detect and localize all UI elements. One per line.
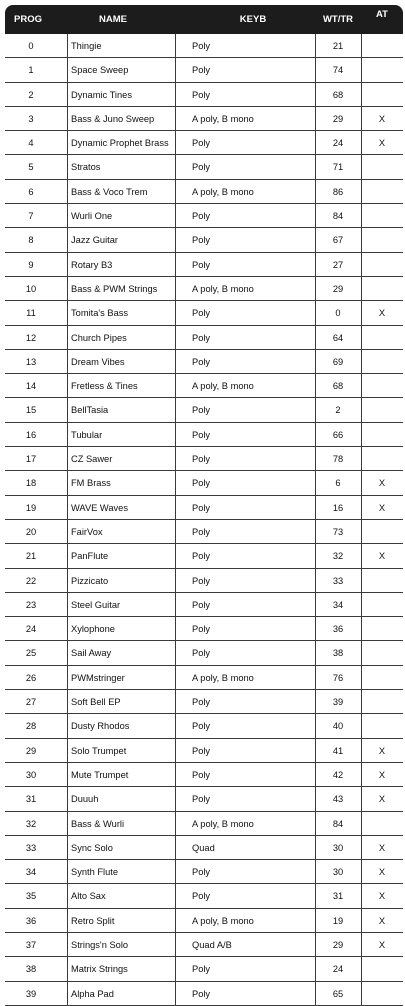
cell-name: Dream Vibes [71, 356, 125, 367]
cell-at [361, 253, 403, 277]
cell-wt-tr: 38 [332, 648, 344, 659]
cell-wt-tr: 69 [332, 356, 344, 367]
cell-name: FM Brass [71, 478, 111, 489]
cell-at [361, 447, 403, 471]
cell-name: Tomita's Bass [71, 308, 129, 319]
cell-keyb: Quad A/B [192, 939, 232, 950]
cell-at [361, 982, 403, 1006]
cell-wt-tr: 39 [332, 697, 344, 708]
table-row [5, 155, 403, 179]
cell-name: Synth Flute [71, 867, 119, 878]
cell-keyb: Poly [192, 454, 211, 465]
table-row [5, 569, 403, 593]
cell-at: X [378, 308, 386, 319]
cell-wt-tr: 34 [332, 599, 344, 610]
table-row [5, 496, 403, 520]
cell-keyb: Poly [192, 697, 211, 708]
cell-prog: 30 [25, 769, 37, 780]
cell-prog: 27 [25, 697, 37, 708]
table-row [5, 58, 403, 82]
cell-at [361, 957, 403, 981]
table-row [5, 860, 403, 884]
table-row [5, 83, 403, 107]
cell-at: X [378, 113, 386, 124]
cell-keyb: Poly [192, 648, 211, 659]
cell-name: Mute Trumpet [71, 769, 129, 780]
cell-prog: 34 [25, 867, 37, 878]
cell-name: Space Sweep [71, 65, 129, 76]
cell-keyb: A poly, B mono [192, 186, 254, 197]
table-row [5, 520, 403, 544]
cell-wt-tr: 67 [332, 235, 344, 246]
cell-name: CZ Sawer [71, 454, 113, 465]
cell-at: X [378, 842, 386, 853]
cell-wt-tr: 30 [332, 867, 344, 878]
cell-wt-tr: 19 [332, 915, 344, 926]
cell-keyb: Poly [192, 211, 211, 222]
cell-wt-tr: 6 [335, 478, 341, 489]
cell-keyb: Poly [192, 138, 211, 149]
cell-name: Jazz Guitar [71, 235, 119, 246]
cell-at: X [378, 138, 386, 149]
cell-wt-tr: 31 [332, 891, 344, 902]
cell-name: Soft Bell EP [71, 697, 121, 708]
cell-name: Alto Sax [71, 891, 106, 902]
cell-prog: 14 [25, 381, 37, 392]
cell-prog: 22 [25, 575, 37, 586]
cell-at [361, 204, 403, 228]
table-row [5, 544, 403, 568]
cell-name: Dynamic Tines [71, 89, 132, 100]
cell-at [361, 34, 403, 58]
header-wt-tr: WT/TR [322, 14, 354, 25]
cell-wt-tr: 29 [332, 283, 344, 294]
cell-at [361, 180, 403, 204]
table-row [5, 641, 403, 665]
cell-prog: 31 [25, 794, 37, 805]
cell-prog: 18 [25, 478, 37, 489]
table-row [5, 34, 403, 58]
cell-prog: 4 [28, 138, 34, 149]
cell-name: Bass & Voco Trem [71, 186, 148, 197]
table-row [5, 982, 403, 1006]
cell-at [361, 617, 403, 641]
cell-name: Sail Away [71, 648, 112, 659]
table-row [5, 787, 403, 811]
table-row [5, 107, 403, 131]
table-row [5, 131, 403, 155]
cell-prog: 21 [25, 551, 37, 562]
cell-name: Church Pipes [71, 332, 127, 343]
table-row [5, 884, 403, 908]
table-row [5, 423, 403, 447]
table-row [5, 909, 403, 933]
cell-at: X [378, 915, 386, 926]
cell-wt-tr: 29 [332, 939, 344, 950]
cell-wt-tr: 27 [332, 259, 344, 270]
cell-prog: 32 [25, 818, 37, 829]
cell-keyb: Poly [192, 502, 211, 513]
cell-prog: 1 [28, 65, 34, 76]
table-row [5, 593, 403, 617]
cell-prog: 39 [25, 988, 37, 999]
cell-prog: 20 [25, 526, 37, 537]
cell-name: Bass & Wurli [71, 818, 125, 829]
cell-name: Duuuh [71, 794, 99, 805]
cell-prog: 9 [28, 259, 34, 270]
cell-prog: 24 [25, 624, 37, 635]
cell-keyb: Poly [192, 794, 211, 805]
table-row [5, 933, 403, 957]
cell-wt-tr: 0 [335, 308, 341, 319]
cell-prog: 26 [25, 672, 37, 683]
table-row [5, 228, 403, 252]
cell-prog: 29 [25, 745, 37, 756]
cell-name: Alpha Pad [71, 988, 114, 999]
table-body [5, 34, 403, 1006]
cell-prog: 7 [28, 211, 34, 222]
cell-at [361, 666, 403, 690]
cell-name: Stratos [71, 162, 101, 173]
column-divider [315, 34, 316, 1006]
cell-keyb: Poly [192, 429, 211, 440]
table-row [5, 957, 403, 981]
cell-name: Bass & PWM Strings [71, 283, 158, 294]
column-divider [361, 34, 362, 1006]
table-row [5, 447, 403, 471]
cell-at [361, 374, 403, 398]
cell-prog: 25 [25, 648, 37, 659]
cell-at: X [378, 745, 386, 756]
cell-prog: 3 [28, 113, 34, 124]
cell-wt-tr: 86 [332, 186, 344, 197]
cell-wt-tr: 84 [332, 818, 344, 829]
cell-keyb: Poly [192, 769, 211, 780]
cell-wt-tr: 41 [332, 745, 344, 756]
table-row [5, 812, 403, 836]
cell-wt-tr: 64 [332, 332, 344, 343]
cell-keyb: Poly [192, 332, 211, 343]
cell-keyb: Poly [192, 405, 211, 416]
table-row [5, 301, 403, 325]
cell-wt-tr: 74 [332, 65, 344, 76]
cell-keyb: Poly [192, 745, 211, 756]
cell-keyb: Poly [192, 551, 211, 562]
cell-keyb: Poly [192, 89, 211, 100]
cell-keyb: A poly, B mono [192, 113, 254, 124]
cell-at [361, 593, 403, 617]
cell-at [361, 641, 403, 665]
cell-at [361, 350, 403, 374]
cell-prog: 28 [25, 721, 37, 732]
cell-name: Strings'n Solo [71, 939, 129, 950]
cell-at [361, 812, 403, 836]
cell-prog: 19 [25, 502, 37, 513]
table-row [5, 471, 403, 495]
table-header [5, 5, 403, 34]
cell-name: Tubular [71, 429, 103, 440]
cell-at: X [378, 794, 386, 805]
cell-prog: 15 [25, 405, 37, 416]
cell-prog: 35 [25, 891, 37, 902]
cell-wt-tr: 73 [332, 526, 344, 537]
cell-wt-tr: 36 [332, 624, 344, 635]
cell-prog: 2 [28, 89, 34, 100]
cell-wt-tr: 43 [332, 794, 344, 805]
table-row [5, 204, 403, 228]
cell-prog: 38 [25, 964, 37, 975]
cell-at: X [378, 867, 386, 878]
table-row [5, 666, 403, 690]
cell-wt-tr: 71 [332, 162, 344, 173]
program-table [5, 5, 403, 1006]
table-row [5, 253, 403, 277]
cell-keyb: Quad [192, 842, 215, 853]
cell-prog: 0 [28, 41, 34, 51]
cell-wt-tr: 29 [332, 113, 344, 124]
cell-at: X [378, 478, 386, 489]
cell-at: X [378, 939, 386, 950]
cell-at: X [378, 502, 386, 513]
table-row [5, 763, 403, 787]
cell-keyb: Poly [192, 65, 211, 76]
cell-prog: 5 [28, 162, 34, 173]
table-row [5, 714, 403, 738]
cell-keyb: Poly [192, 356, 211, 367]
cell-name: Wurli One [71, 211, 113, 222]
cell-at: X [378, 551, 386, 562]
cell-name: Pizzicato [71, 575, 109, 586]
cell-wt-tr: 84 [332, 211, 344, 222]
cell-keyb: Poly [192, 599, 211, 610]
cell-wt-tr: 68 [332, 381, 344, 392]
column-divider [67, 34, 68, 1006]
cell-wt-tr: 78 [332, 454, 344, 465]
cell-keyb: Poly [192, 721, 211, 732]
cell-keyb: A poly, B mono [192, 915, 254, 926]
cell-wt-tr: 33 [332, 575, 344, 586]
cell-prog: 16 [25, 429, 37, 440]
cell-at [361, 277, 403, 301]
cell-prog: 17 [25, 454, 37, 465]
table-row [5, 180, 403, 204]
cell-wt-tr: 32 [332, 551, 344, 562]
cell-keyb: Poly [192, 478, 211, 489]
cell-prog: 8 [28, 235, 34, 246]
cell-name: Xylophone [71, 624, 115, 635]
cell-wt-tr: 21 [332, 41, 344, 51]
cell-prog: 37 [25, 939, 37, 950]
header-prog: PROG [14, 14, 42, 25]
cell-wt-tr: 24 [332, 138, 344, 149]
cell-keyb: Poly [192, 259, 211, 270]
cell-at: X [378, 891, 386, 902]
cell-wt-tr: 2 [335, 405, 341, 416]
table-row [5, 617, 403, 641]
table-row [5, 836, 403, 860]
cell-prog: 10 [25, 283, 37, 294]
cell-keyb: Poly [192, 162, 211, 173]
cell-wt-tr: 76 [332, 672, 344, 683]
column-divider [175, 34, 176, 1006]
cell-name: Fretless & Tines [71, 381, 138, 392]
cell-at: X [378, 769, 386, 780]
cell-prog: 11 [26, 308, 36, 319]
header-name: NAME [99, 14, 127, 25]
cell-name: Steel Guitar [71, 599, 121, 610]
cell-name: Solo Trumpet [71, 745, 127, 756]
table-row [5, 374, 403, 398]
cell-at [361, 326, 403, 350]
cell-at [361, 228, 403, 252]
cell-wt-tr: 65 [332, 988, 344, 999]
cell-at [361, 714, 403, 738]
cell-wt-tr: 66 [332, 429, 344, 440]
cell-name: Dynamic Prophet Brass [71, 138, 169, 149]
cell-keyb: Poly [192, 526, 211, 537]
cell-at [361, 155, 403, 179]
cell-at [361, 83, 403, 107]
cell-at [361, 569, 403, 593]
cell-at [361, 398, 403, 422]
cell-keyb: Poly [192, 308, 211, 319]
cell-name: BellTasia [71, 405, 109, 416]
cell-wt-tr: 42 [332, 769, 344, 780]
cell-at [361, 520, 403, 544]
cell-at [361, 58, 403, 82]
cell-wt-tr: 24 [332, 964, 344, 975]
cell-prog: 36 [25, 915, 37, 926]
cell-name: Dusty Rhodos [71, 721, 130, 732]
cell-prog: 23 [25, 599, 37, 610]
cell-keyb: Poly [192, 575, 211, 586]
header-keyb: KEYB [239, 14, 267, 25]
cell-keyb: Poly [192, 624, 211, 635]
table-row [5, 350, 403, 374]
cell-name: FairVox [71, 526, 103, 537]
cell-keyb: Poly [192, 41, 211, 51]
table-row [5, 739, 403, 763]
cell-at [361, 423, 403, 447]
cell-at [361, 690, 403, 714]
cell-name: Sync Solo [71, 842, 113, 853]
cell-name: Rotary B3 [71, 259, 113, 270]
cell-name: WAVE Waves [71, 502, 128, 513]
cell-prog: 12 [25, 332, 37, 343]
cell-keyb: A poly, B mono [192, 381, 254, 392]
table-row [5, 326, 403, 350]
cell-keyb: Poly [192, 891, 211, 902]
cell-keyb: Poly [192, 235, 211, 246]
cell-wt-tr: 68 [332, 89, 344, 100]
table-row [5, 277, 403, 301]
cell-keyb: Poly [192, 867, 211, 878]
cell-name: Matrix Strings [71, 964, 128, 975]
cell-keyb: A poly, B mono [192, 283, 254, 294]
cell-keyb: A poly, B mono [192, 672, 254, 683]
cell-wt-tr: 40 [332, 721, 344, 732]
cell-prog: 33 [25, 842, 37, 853]
cell-wt-tr: 30 [332, 842, 344, 853]
cell-name: PWMstringer [71, 672, 125, 683]
cell-wt-tr: 16 [332, 502, 344, 513]
cell-name: Thingie [71, 41, 102, 51]
cell-name: Retro Split [71, 915, 115, 926]
cell-keyb: Poly [192, 988, 211, 999]
cell-name: Bass & Juno Sweep [71, 113, 155, 124]
cell-name: PanFlute [71, 551, 109, 562]
table-row [5, 690, 403, 714]
cell-keyb: Poly [192, 964, 211, 975]
cell-prog: 13 [25, 356, 37, 367]
cell-prog: 6 [28, 186, 34, 197]
table-row [5, 398, 403, 422]
cell-keyb: A poly, B mono [192, 818, 254, 829]
header-at: AT [376, 9, 388, 20]
